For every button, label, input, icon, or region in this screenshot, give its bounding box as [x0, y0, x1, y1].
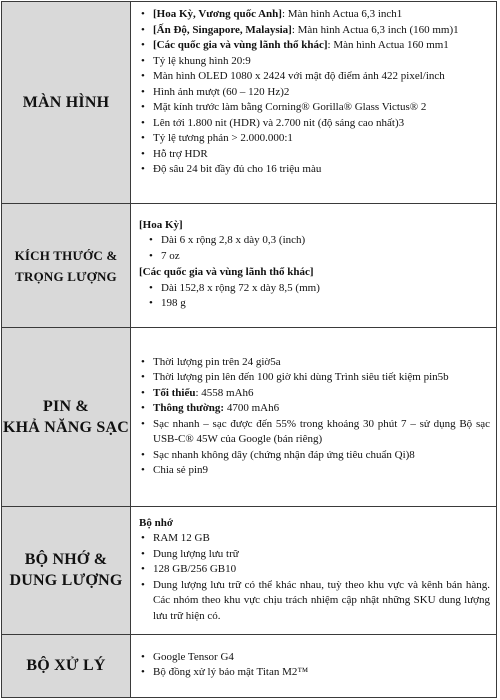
region-label: [Hoa Kỳ, Vương quốc Anh]: [153, 8, 282, 20]
memory-heading: Bộ nhớ: [139, 516, 173, 529]
row-battery: [2, 328, 497, 506]
list-item: • Mặt kính trước làm bằng Corning® Gorilla® Glass Victus® 2: [139, 100, 490, 116]
item-text: : Màn hình Actua 160 mm1: [327, 39, 449, 51]
row-size-weight: [2, 204, 497, 328]
list-item: [139, 401, 490, 417]
list-item: • Tỷ lệ tương phản > 2.000.000:1: [139, 131, 490, 147]
list-item: • 198 g: [139, 296, 490, 312]
list-item: • Sạc nhanh – sạc được đến 55% trong khoảng 30 phút 7 – sử dụng Bộ sạc USB-C® 45W của Google (bán riêng): [139, 417, 490, 448]
list-item: • Tỷ lệ khung hình 20:9: [139, 54, 490, 70]
region-heading: [Các quốc gia và vùng lãnh thổ khác]: [139, 266, 314, 279]
list-item: • Dài 152,8 x rộng 72 x dày 8,5 (mm): [139, 281, 490, 297]
list-item: • 7 oz: [139, 249, 490, 265]
content-processor: [131, 634, 497, 697]
list-item: • Sạc nhanh không dây (chứng nhận đáp ứng tiêu chuẩn Qi)8: [139, 448, 490, 464]
label-line: TRỌNG LƯỢNG: [15, 268, 117, 284]
list-item: • Dung lượng lưu trữ có thể khác nhau, tuỳ theo khu vực và kênh bán hàng. Các nhóm theo khu vực chịu trách nhiệm cập nhật những SKU dung lượng lưu trữ hiện có.: [139, 578, 490, 625]
content-size-weight: [131, 204, 497, 328]
label-display-text: MÀN HÌNH: [22, 94, 110, 112]
list-item: • Màn hình OLED 1080 x 2424 với mật độ điểm ảnh 422 pixel/inch: [139, 69, 490, 85]
item-text: : Màn hình Actua 6,3 inch (160 mm)1: [291, 23, 459, 36]
label-line: KHẢ NĂNG SẠC: [3, 419, 129, 437]
list-item: • Dung lượng lưu trữ: [139, 547, 490, 563]
label-line: PIN &: [43, 398, 89, 416]
label-battery: [2, 328, 131, 506]
list-item: [139, 386, 490, 402]
item-bold-label: Thông thường:: [153, 402, 225, 415]
region-label: [Các quốc gia và vùng lãnh thổ khác]: [153, 39, 328, 51]
label-size-weight: [2, 204, 131, 328]
content-battery: [131, 328, 497, 506]
list-item: [139, 7, 490, 23]
list-item: • 128 GB/256 GB10: [139, 562, 490, 578]
list-item: • Hỗ trợ HDR: [139, 147, 490, 163]
label-line: DUNG LƯỢNG: [9, 572, 123, 590]
list-item: • Thời lượng pin lên đến 100 giờ khi dùng Trình siêu tiết kiệm pin5b: [139, 370, 490, 386]
list-item: • Thời lượng pin trên 24 giờ5a: [139, 355, 490, 371]
list-item: • Google Tensor G4: [139, 650, 490, 666]
list-item: • Độ sâu 24 bit đầy đủ cho 16 triệu màu: [139, 162, 490, 178]
spec-table: [1, 1, 497, 698]
item-text: 4700 mAh6: [224, 402, 280, 415]
list-item: • Lên tới 1.800 nit (HDR) và 2.700 nit (độ sáng cao nhất)3: [139, 116, 490, 132]
region-label: [Ấn Độ, Singapore, Malaysia]: [153, 23, 292, 36]
label-display: [2, 2, 131, 204]
item-text: : 4558 mAh6: [195, 386, 254, 399]
list-item: • Dài 6 x rộng 2,8 x dày 0,3 (inch): [139, 233, 490, 249]
list-item: • Chia sẻ pin9: [139, 463, 490, 479]
label-memory: [2, 506, 131, 634]
item-text: : Màn hình Actua 6,3 inch1: [281, 8, 403, 20]
label-line: KÍCH THƯỚC &: [14, 247, 118, 263]
row-processor: [2, 634, 497, 697]
content-memory: [131, 506, 497, 634]
list-item: • Hình ảnh mượt (60 – 120 Hz)2: [139, 85, 490, 101]
row-memory: [2, 506, 497, 634]
list-item: [139, 38, 490, 54]
row-display: [2, 2, 497, 204]
content-display: [131, 2, 497, 204]
list-item: [139, 23, 490, 39]
label-processor: [2, 634, 131, 697]
list-item: • RAM 12 GB: [139, 531, 490, 547]
item-bold-label: Tối thiểu: [153, 386, 196, 399]
label-line: BỘ NHỚ &: [24, 551, 108, 569]
region-heading: [Hoa Kỳ]: [139, 218, 183, 231]
label-processor-text: BỘ XỬ LÝ: [26, 657, 106, 675]
list-item: • Bộ đồng xử lý bảo mật Titan M2™: [139, 665, 490, 681]
